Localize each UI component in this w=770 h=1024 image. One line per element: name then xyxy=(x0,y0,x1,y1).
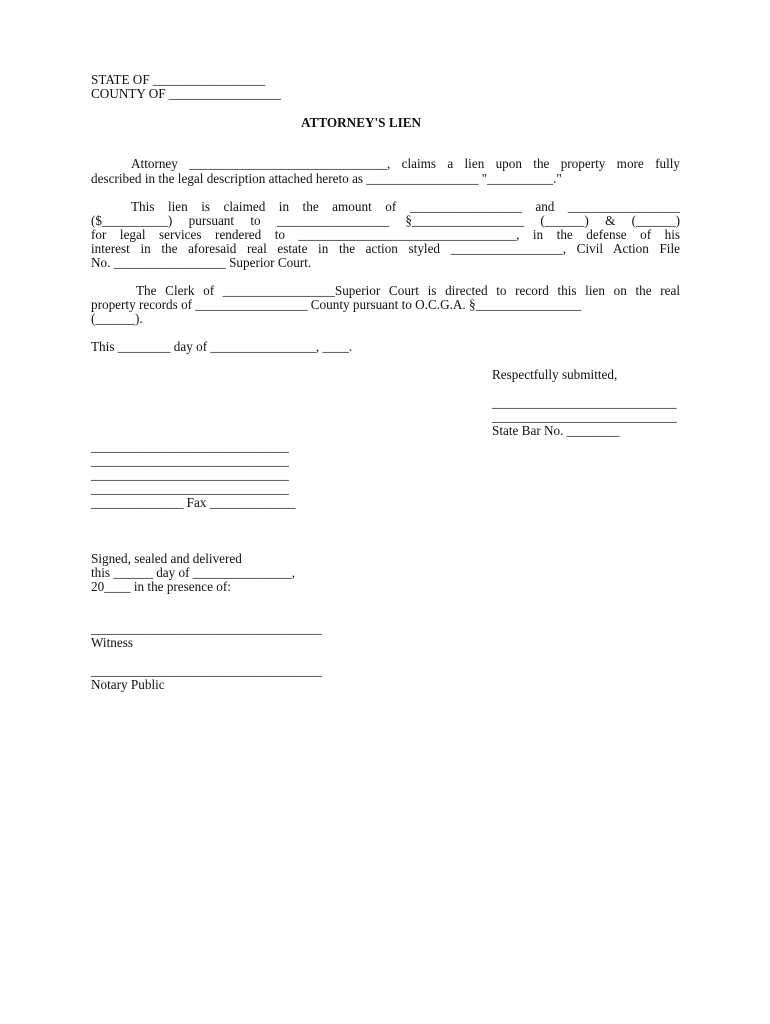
para2-line: ($__________) pursuant to _________________ §_________________ (______) & (______) xyxy=(91,213,680,228)
document-title: ATTORNEY'S LIEN xyxy=(301,115,422,130)
closing-text: Respectfully submitted, xyxy=(492,367,618,382)
address-line: ______________________________ xyxy=(91,467,289,482)
fax-line: ______________ Fax _____________ xyxy=(91,495,296,510)
state-field: STATE OF _________________ xyxy=(91,72,266,87)
address-line: ______________________________ xyxy=(91,439,289,454)
para2-line: interest in the aforesaid real estate in the action styled _________________, Civil Action File xyxy=(91,241,680,256)
state-bar-number: State Bar No. ________ xyxy=(492,423,620,438)
para1-line: Attorney ______________________________, claims a lien upon the property more fully xyxy=(131,156,680,171)
para2-line: This lien is claimed in the amount of _________________ and _________________ xyxy=(131,199,680,214)
signature-line: ____________________________ xyxy=(492,395,677,410)
notary-signature-line: ___________________________________ xyxy=(91,663,322,678)
county-field: COUNTY OF _________________ xyxy=(91,86,282,101)
date-line: This ________ day of ________________, ____. xyxy=(91,339,353,354)
execution-line: 20____ in the presence of: xyxy=(91,579,231,594)
para2-line: No. _________________ Superior Court. xyxy=(91,255,312,270)
witness-label: Witness xyxy=(91,635,133,650)
address-line: ______________________________ xyxy=(91,481,289,496)
para1-line: described in the legal description attached hereto as _________________ "__________." xyxy=(91,171,562,186)
signature-line: ____________________________ xyxy=(492,409,677,424)
notary-label: Notary Public xyxy=(91,677,165,692)
execution-line: Signed, sealed and delivered xyxy=(91,551,242,566)
para3-line: (______). xyxy=(91,311,143,326)
witness-signature-line: ___________________________________ xyxy=(91,621,322,636)
para3-line: The Clerk of _________________Superior Court is directed to record this lien on the real xyxy=(136,283,680,298)
execution-line: this ______ day of _______________, xyxy=(91,565,296,580)
para2-line: for legal services rendered to _________________________________, in the defense of his xyxy=(91,227,680,242)
para3-line: property records of _________________ County pursuant to O.C.G.A. §________________ xyxy=(91,297,582,312)
address-line: ______________________________ xyxy=(91,453,289,468)
